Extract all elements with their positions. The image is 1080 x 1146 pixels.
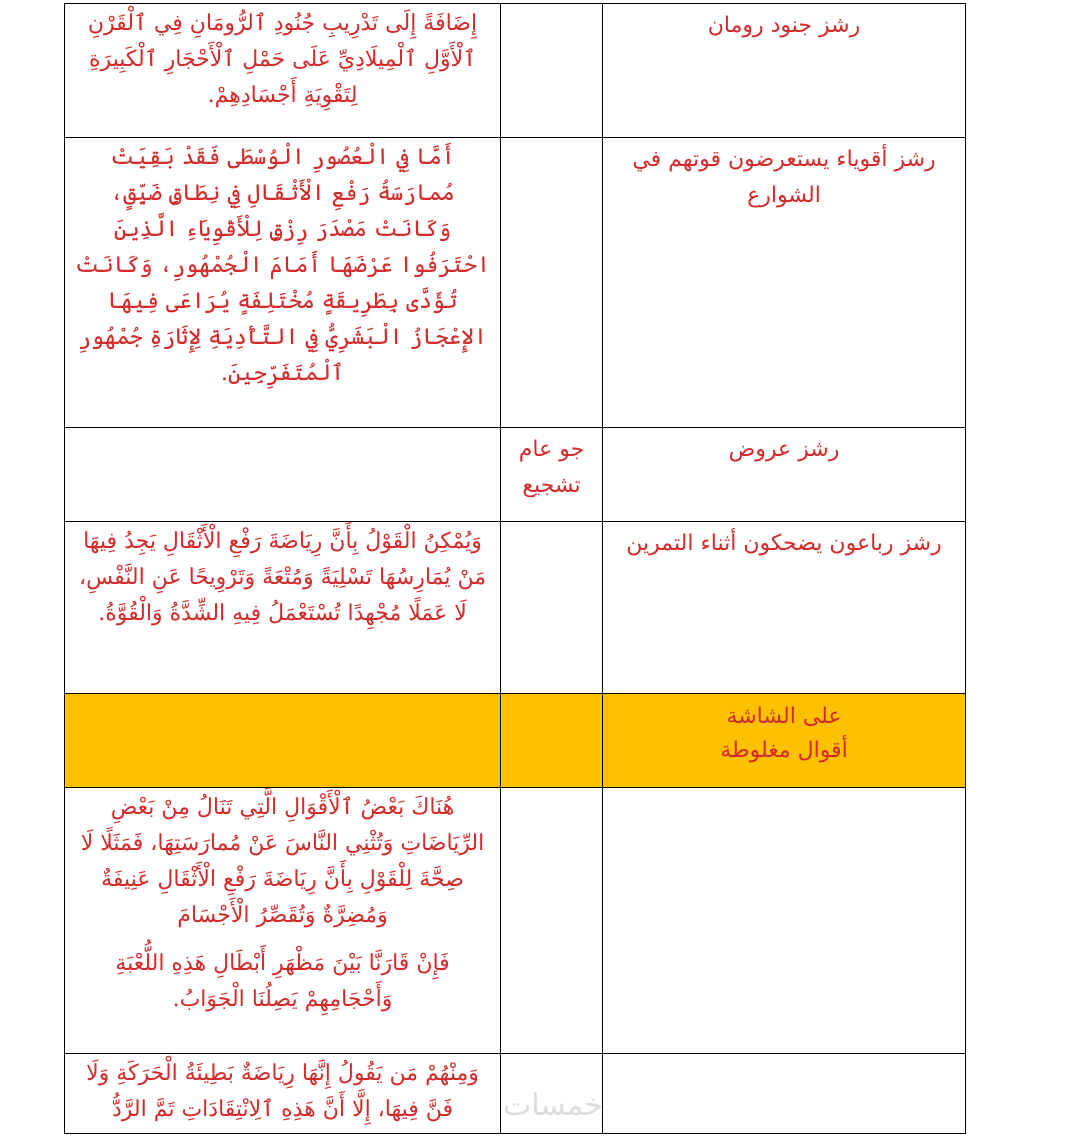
table-row bbox=[65, 138, 966, 428]
table-row bbox=[65, 522, 966, 694]
note-cell bbox=[501, 788, 603, 1054]
table-row bbox=[65, 428, 966, 522]
note-cell bbox=[501, 138, 603, 428]
narration-text: وَيُمْكِنُ الْقَوْلُ بِأَنَّ رِيَاضَةَ رَفْعِ الْأَثْقَالِ يَجِدُ فِيهَا مَنْ يُمَارِسُهَا تَسْلِيَةً وَمُتْعَةً وَتَرْوِيحًا عَنِ النَّفْسِ، لَا عَمَلًا مُجْهِدًا تُسْتَعْمَلُ فِيهِ الشِّدَّةُ وَالْقُوَّةُ. bbox=[79, 529, 486, 626]
on-screen-label: على الشاشة bbox=[726, 704, 842, 729]
scene-cell: رشز رباعون يضحكون أثناء التمرين bbox=[603, 522, 966, 694]
narration-cell bbox=[65, 694, 501, 788]
scene-cell bbox=[603, 788, 966, 1054]
note-cell bbox=[501, 1054, 603, 1134]
on-screen-title: أقوال مغلوطة bbox=[720, 738, 848, 763]
table-row bbox=[65, 4, 966, 138]
table-row bbox=[65, 788, 966, 1054]
narration-cell bbox=[65, 522, 501, 694]
narration-text: إِضَافَةً إِلَى تَدْرِيبِ جُنُودِ ٱلرُّومَانِ فِي ٱلْقَرْنِ ٱلْأَوَّلِ ٱلْمِيلَادِيِّ عَلَى حَمْلِ ٱلْأَحْجَارِ ٱلْكَبِيرَةِ لِتَقْوِيَةِ أَجْسَادِهِمْ. bbox=[87, 11, 478, 108]
on-screen-caption-cell bbox=[603, 694, 966, 788]
narration-cell bbox=[65, 4, 501, 138]
narration-text: أَمَّا فِي الْعُصُورِ الْوُسْطَى فَقَدْ بَقِيَتْ مُمارَسَةُ رَفْعِ الْأَثْقَالِ فِي نِطَاقٍ ضَيِّقٍ، وَكَانَتْ مَصْدَرَ رِزْقٍ لِلْأَقْوِيَاءِ الَّذِينَ احْتَرَفُوا عَرْضَهَا أَمَامَ الْجُمْهُورِ، وَكَانَتْ تُؤَدَّى بِطَرِيقَةٍ مُخْتَلِفَةٍ يُرَاعَى فِيهَا الإِعْجَازُ الْبَشَرِيُّ فِي التَّأْدِيَةِ لِإِثَارَةِ جُمْهُورِ ٱلْمُتَفَرِّجِينَ. bbox=[75, 145, 490, 386]
narration-text: وَمِنْهُمْ مَن يَقُولُ إِنَّهَا رِيَاضَةٌ بَطِيئَةُ الْحَرَكَةِ وَلَا فَنَّ فِيهَا، إِلَّا أَنَّ هَذِهِ ٱلِانْتِقَادَاتِ تَمَّ الرَّدُّ bbox=[86, 1061, 479, 1122]
script-table bbox=[64, 3, 966, 1134]
scene-cell: رشز أقوياء يستعرضون قوتهم في الشوارع bbox=[603, 138, 966, 428]
narration-cell bbox=[65, 138, 501, 428]
on-screen-banner-row bbox=[65, 694, 966, 788]
narration-cell bbox=[65, 1054, 501, 1134]
note-cell bbox=[501, 694, 603, 788]
narration-text: فَإِنْ قَارَنَّا بَيْنَ مَظْهَرِ أَبْطَالِ هَذِهِ اللُّعْبَةِ وَأَحْجَامِهِمْ يَصِلُنَا الْجَوَابُ. bbox=[115, 951, 450, 1012]
scene-cell: رشز جنود رومان bbox=[603, 4, 966, 138]
scene-cell: رشز عروض bbox=[603, 428, 966, 522]
table-row bbox=[65, 1054, 966, 1134]
note-cell: جو عام تشجيع bbox=[501, 428, 603, 522]
narration-text: هُنَاكَ بَعْضُ ٱلْأَقْوَالِ الَّتِي تَنَالُ مِنْ بَعْضِ الرِّيَاضَاتِ وَتُثْنِي النَّاسَ عَنْ مُمارَسَتِهَا، فَمَثَلًا لَا صِحَّةَ لِلْقَوْلِ بِأَنَّ رِيَاضَةَ رَفْعِ الْأَثْقَالِ عَنِيفَةٌ وَمُضِرَّةٌ وَتُقَصِّرُ الْأَجْسَامَ bbox=[80, 795, 485, 928]
narration-cell bbox=[65, 788, 501, 1054]
scene-cell bbox=[603, 1054, 966, 1134]
note-cell bbox=[501, 522, 603, 694]
narration-cell bbox=[65, 428, 501, 522]
watermark: خمسات bbox=[503, 1088, 604, 1123]
note-cell bbox=[501, 4, 603, 138]
